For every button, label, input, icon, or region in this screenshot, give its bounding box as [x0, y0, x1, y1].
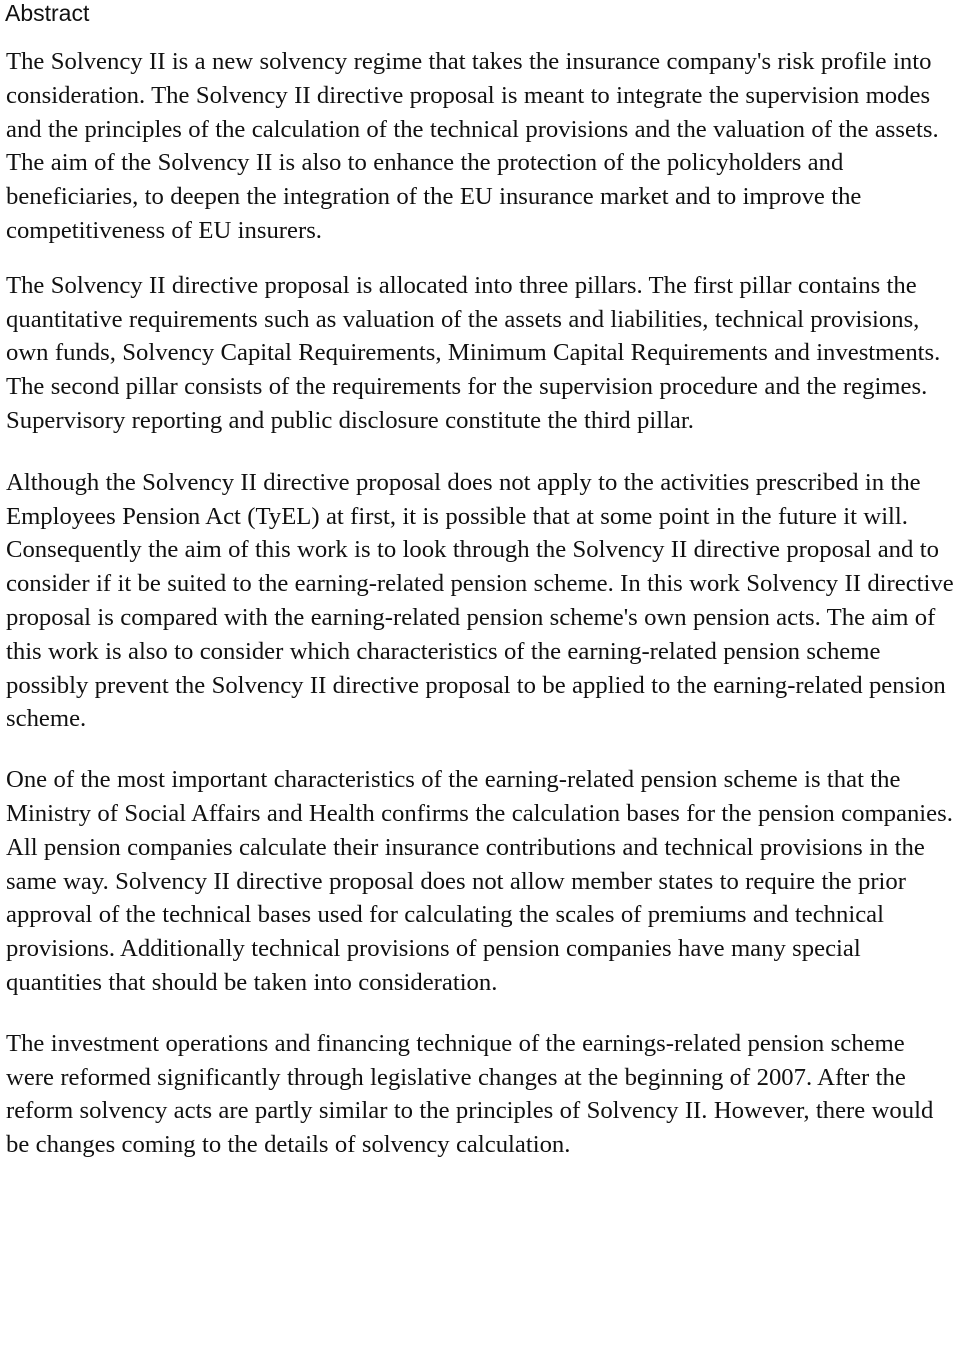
paragraph-three-pillars: The Solvency II directive proposal is allocated into three pillars. The first pillar contains the quantitative requirements such as valuation of the assets and liabilities, technical provisions, own funds, Solvency Capital Requirements, Minimum Capital Requirements and investments. The second pillar consists of the requirements for the supervision procedure and the regimes. Supervisory reporting and public disclosure constitute the third pillar. [6, 271, 941, 434]
paragraph-pension-characteristics: One of the most important characteristics of the earning-related pension scheme is that the Ministry of Social Affairs and Health confirms the calculation bases for the pension companies. All pension companies calculate their insurance contributions and technical provisions in the same way. Solvency II directive proposal does not allow member states to require the prior approval of the technical bases used for calculating the scales of premiums and technical provisions. Additionally technical provisions of pension companies have many special quantities that should be taken into consideration. [6, 766, 953, 996]
document-page [6, 0, 958, 1162]
paragraph-tyel-applicability: Although the Solvency II directive proposal does not apply to the activities prescribed in the Employees Pension Act (TyEL) at first, it is possible that at some point in the future it will. Consequently the aim of this work is to look through the Solvency II directive proposal and to consider if it be suited to the earning-related pension scheme. In this work Solvency II directive proposal is compared with the earning-related pension scheme's own pension acts. The aim of this work is also to consider which characteristics of the earning-related pension scheme possibly prevent the Solvency II directive proposal to be applied to the earning-related pension scheme. [6, 468, 954, 733]
paragraph-solvency-overview: The Solvency II is a new solvency regime that takes the insurance company's risk profile into consideration. The Solvency II directive proposal is meant to integrate the supervision modes and the principles of the calculation of the technical provisions and the valuation of the assets. The aim of the Solvency II is also to enhance the protection of the policyholders and beneficiaries, to deepen the integration of the EU insurance market and to improve the competitiveness of EU insurers. [6, 48, 939, 244]
abstract-heading: Abstract [5, 0, 90, 26]
paragraph-investment-reform: The investment operations and financing technique of the earnings-related pension scheme were reformed significantly through legislative changes at the beginning of 2007. After the reform solvency acts are partly similar to the principles of Solvency II. However, there would be changes coming to the details of solvency calculation. [6, 1029, 934, 1159]
